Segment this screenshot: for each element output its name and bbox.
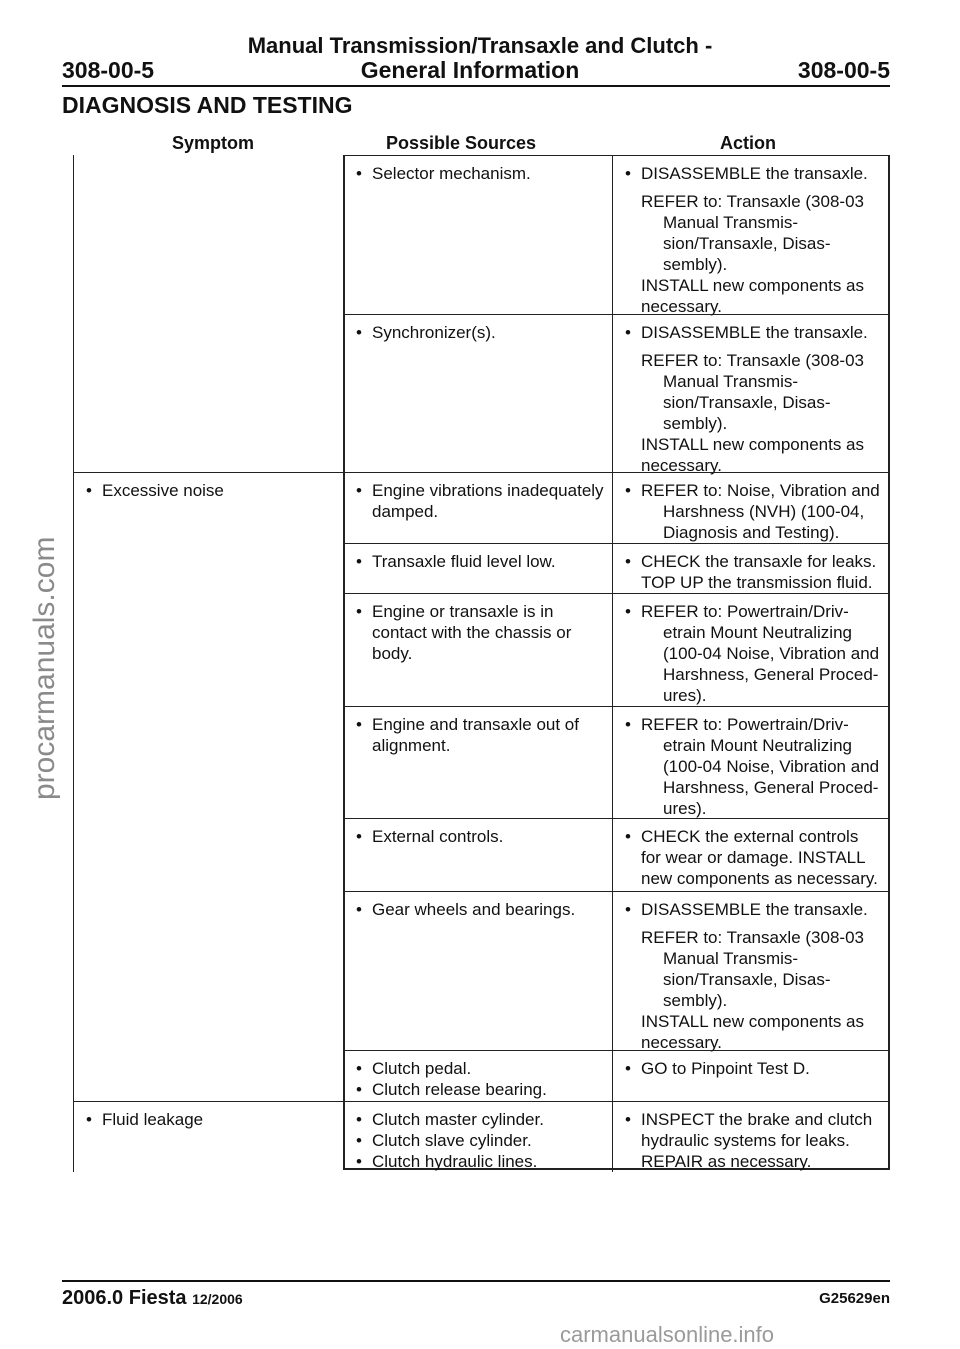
action-line: Diagnosis and Testing). — [663, 523, 840, 542]
action-cell — [617, 322, 868, 476]
action-cell — [617, 480, 880, 543]
row-separator — [343, 818, 890, 819]
row-separator — [343, 1050, 890, 1051]
action-line: Harshness (NVH) (100-04, — [663, 502, 865, 521]
row-separator — [343, 543, 890, 544]
action-line: • CHECK the external controls — [617, 826, 878, 847]
document-title: Manual Transmission/Transaxle and Clutch - — [247, 33, 713, 58]
action-line: etrain Mount Neutralizing — [663, 736, 852, 755]
source-line: damped. — [372, 502, 439, 521]
action-line: INSTALL new components as — [641, 276, 865, 295]
action-line: • REFER to: Powertrain/Driv- — [617, 601, 879, 622]
source-line: • Gear wheels and bearings. — [348, 899, 575, 920]
action-line: REFER to: Transaxle (308-03 — [641, 928, 864, 947]
source-cell — [348, 551, 556, 572]
source-line: body. — [372, 644, 413, 663]
section-title: DIAGNOSIS AND TESTING — [62, 92, 353, 118]
action-line: • CHECK the transaxle for leaks. — [617, 551, 876, 572]
source-line: • Clutch pedal. — [348, 1058, 547, 1079]
symptom-text: • Excessive noise — [78, 480, 224, 501]
action-cell — [617, 826, 878, 889]
row-separator — [343, 706, 890, 707]
source-cell — [348, 826, 503, 847]
page-number-left: 308-00-5 — [62, 57, 155, 83]
action-line: • DISASSEMBLE the transaxle. — [617, 322, 868, 343]
source-line: • Clutch hydraulic lines. — [348, 1151, 544, 1172]
action-line: sion/Transaxle, Disas- — [663, 393, 831, 412]
source-cell — [348, 480, 604, 522]
action-line: Manual Transmis- — [663, 949, 799, 968]
action-line: necessary. — [641, 297, 722, 316]
row-separator — [343, 891, 890, 892]
page-number-right: 308-00-5 — [797, 57, 890, 83]
source-line: • Clutch release bearing. — [348, 1079, 547, 1100]
action-line: (100-04 Noise, Vibration and — [663, 757, 880, 776]
source-cell — [348, 601, 571, 664]
symptom-cell — [78, 480, 224, 501]
source-cell — [348, 1058, 547, 1100]
source-line: • Clutch slave cylinder. — [348, 1130, 544, 1151]
document-subtitle: General Information — [360, 57, 580, 83]
source-line: • Engine and transaxle out of — [348, 714, 579, 735]
header-rule — [62, 85, 890, 87]
source-cell — [348, 899, 575, 920]
row-separator — [73, 472, 890, 473]
action-line: • REFER to: Powertrain/Driv- — [617, 714, 879, 735]
action-cell — [617, 1109, 872, 1172]
source-line: • Clutch master cylinder. — [348, 1109, 544, 1130]
action-line: INSTALL new components as — [641, 1012, 865, 1031]
action-line: necessary. — [641, 1033, 722, 1052]
action-line: • GO to Pinpoint Test D. — [617, 1058, 810, 1079]
source-line: • Engine or transaxle is in — [348, 601, 571, 622]
footer-code: G25629en — [819, 1290, 890, 1307]
action-cell — [617, 163, 868, 317]
action-line: REPAIR as necessary. — [641, 1152, 812, 1171]
watermark-bottom: carmanualsonline.info — [560, 1322, 775, 1347]
action-line: sembly). — [663, 414, 728, 433]
action-line: • DISASSEMBLE the transaxle. — [617, 163, 868, 184]
action-cell — [617, 714, 879, 819]
action-line: ures). — [663, 686, 707, 705]
row-separator — [73, 1101, 890, 1102]
source-cell — [348, 714, 579, 756]
source-line: • Synchronizer(s). — [348, 322, 496, 343]
action-line: (100-04 Noise, Vibration and — [663, 644, 880, 663]
action-line: hydraulic systems for leaks. — [641, 1131, 850, 1150]
source-cell — [348, 322, 496, 343]
column-header-symptom: Symptom — [172, 133, 255, 153]
source-line: • Engine vibrations inadequately — [348, 480, 604, 501]
action-cell — [617, 1058, 810, 1079]
action-line: Manual Transmis- — [663, 213, 799, 232]
footer-model-name: 2006.0 Fiesta — [62, 1287, 187, 1309]
source-line: contact with the chassis or — [372, 623, 572, 642]
action-line: ures). — [663, 799, 707, 818]
action-cell — [617, 551, 876, 593]
watermark-side: procarmanuals.com — [28, 536, 61, 800]
action-line: • DISASSEMBLE the transaxle. — [617, 899, 868, 920]
action-line: Harshness, General Proced- — [663, 778, 879, 797]
symptom-text: • Fluid leakage — [78, 1109, 203, 1130]
action-line: Manual Transmis- — [663, 372, 799, 391]
action-line: sembly). — [663, 255, 728, 274]
column-header-sources: Possible Sources — [386, 133, 537, 153]
source-line: • Selector mechanism. — [348, 163, 531, 184]
action-line: TOP UP the transmission fluid. — [641, 573, 873, 592]
action-line: REFER to: Transaxle (308-03 — [641, 351, 864, 370]
row-separator — [343, 593, 890, 594]
action-line: for wear or damage. INSTALL — [641, 848, 866, 867]
action-line: INSTALL new components as — [641, 435, 865, 454]
action-line: new components as necessary. — [641, 869, 878, 888]
footer-date: 12/2006 — [192, 1291, 243, 1307]
action-line: Harshness, General Proced- — [663, 665, 879, 684]
action-line: etrain Mount Neutralizing — [663, 623, 852, 642]
table-column-divider — [612, 155, 613, 1172]
source-cell — [348, 163, 531, 184]
action-cell — [617, 899, 868, 1053]
footer-model — [62, 1287, 243, 1310]
source-cell — [348, 1109, 544, 1172]
source-line: alignment. — [372, 736, 451, 755]
source-line: • External controls. — [348, 826, 503, 847]
row-separator — [343, 314, 890, 315]
table-left-border — [73, 155, 74, 1172]
action-cell — [617, 601, 879, 706]
symptom-cell — [78, 1109, 203, 1130]
action-line: sion/Transaxle, Disas- — [663, 970, 831, 989]
footer-rule — [62, 1280, 890, 1282]
action-line: • REFER to: Noise, Vibration and — [617, 480, 880, 501]
action-line: REFER to: Transaxle (308-03 — [641, 192, 864, 211]
action-line: • INSPECT the brake and clutch — [617, 1109, 872, 1130]
action-line: necessary. — [641, 456, 722, 475]
action-line: sembly). — [663, 991, 728, 1010]
column-header-action: Action — [720, 133, 776, 153]
source-line: • Transaxle fluid level low. — [348, 551, 556, 572]
action-line: sion/Transaxle, Disas- — [663, 234, 831, 253]
